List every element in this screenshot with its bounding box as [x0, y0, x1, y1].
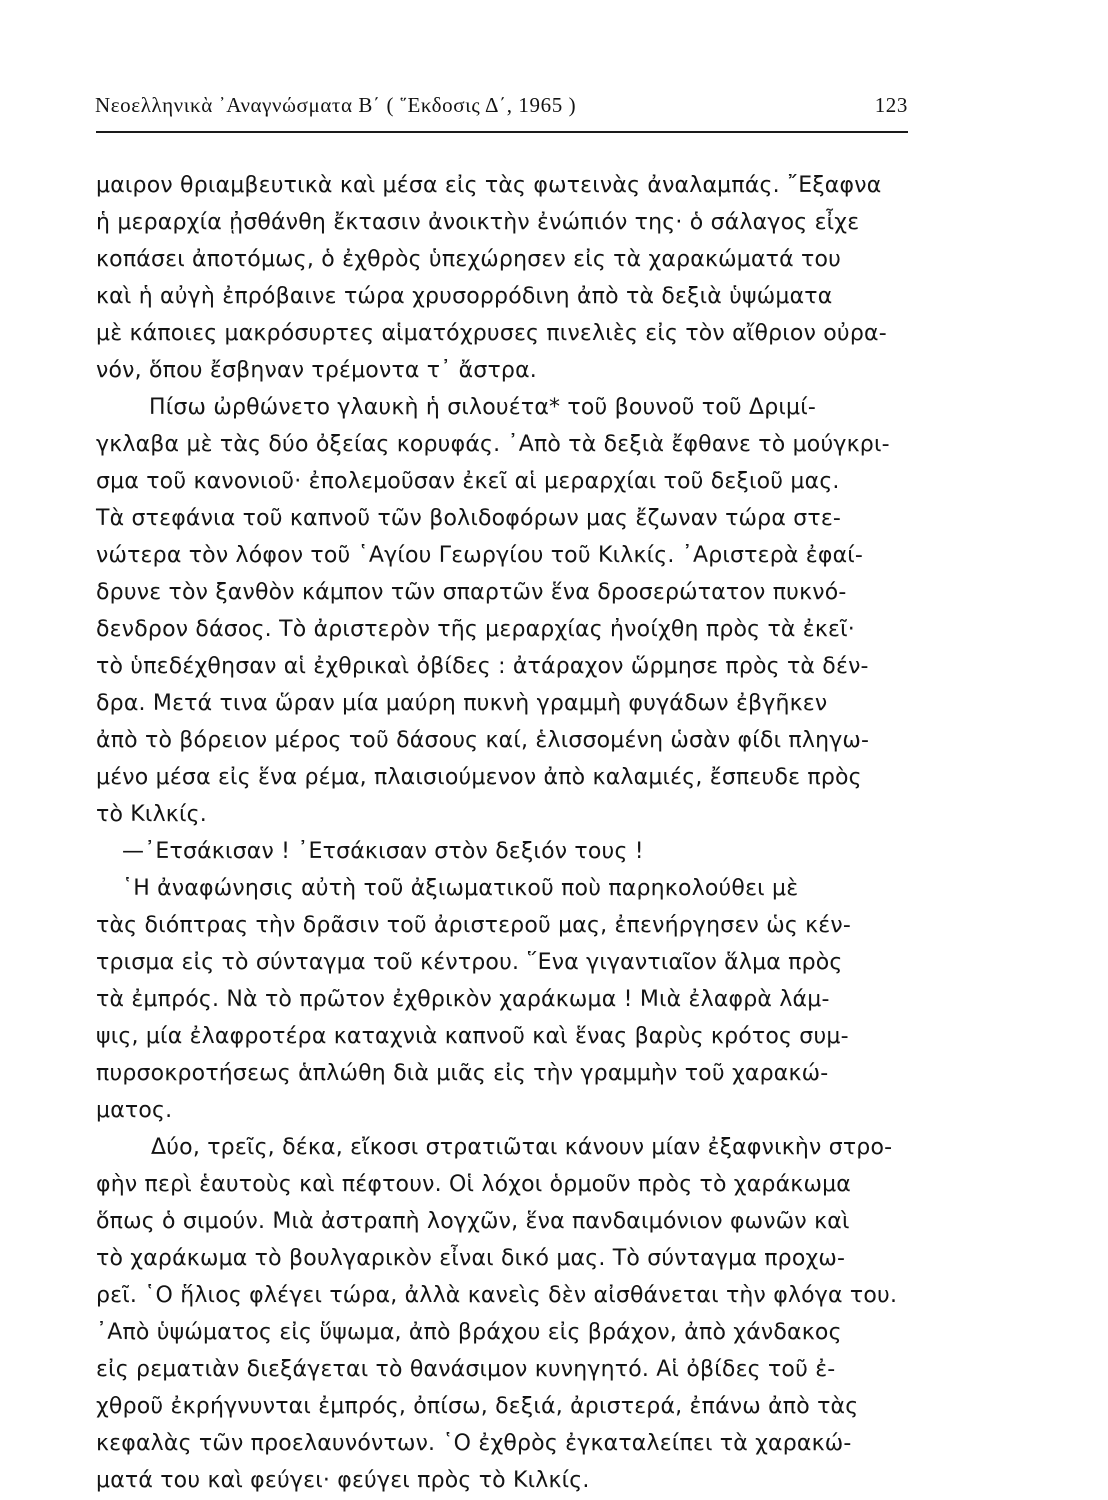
text-line: Δύο, τρεῖς, δέκα, εἴκοσι στρατιῶται κάνουν μίαν ἐξαφνικὴν στρο-	[151, 1135, 893, 1160]
text-line: μαιρον θριαμβευτικὰ καὶ μέσα εἰς τὰς φωτεινὰς ἀναλαμπάς. ῎Εξαφνα	[96, 173, 882, 198]
text-line: ἀπὸ τὸ βόρειον μέρος τοῦ δάσους καί, ἑλισσομένη ὡσὰν φίδι πληγω-	[96, 728, 870, 753]
text-line: δενδρον δάσος. Τὸ ἀριστερὸν τῆς μεραρχίας ἠνοίχθη πρὸς τὰ ἐκεῖ·	[96, 617, 855, 642]
body-text	[96, 167, 916, 1499]
text-line: ἡ μεραρχία ᾐσθάνθη ἔκτασιν ἀνοικτὴν ἐνώπιόν της· ὁ σάλαγος εἶχε	[96, 210, 860, 235]
text-line: τὰ ἐμπρός. Νὰ τὸ πρῶτον ἐχθρικὸν χαράκωμα ! Μιὰ ἐλαφρὰ λάμ-	[96, 987, 830, 1012]
text-line: τὸ χαράκωμα τὸ βουλγαρικὸν εἶναι δικό μας. Τὸ σύνταγμα προχω-	[96, 1246, 846, 1271]
text-line: δρυνε τὸν ξανθὸν κάμπον τῶν σπαρτῶν ἕνα δροσερώτατον πυκνό-	[96, 580, 847, 605]
text-line: νόν, ὅπου ἔσβηναν τρέμοντα τ᾿ ἄστρα.	[96, 358, 537, 383]
text-line: μὲ κάποιες μακρόσυρτες αἱματόχρυσες πινελιὲς εἰς τὸν αἴθριον οὐρα-	[96, 321, 887, 346]
text-line: ῾Η ἀναφώνησις αὐτὴ τοῦ ἀξιωματικοῦ ποὺ παρηκολούθει μὲ	[122, 876, 799, 901]
running-title: Νεοελληνικὰ ᾿Αναγνώσματα Β΄ ( ῞Εκδοσις Δ΄, 1965 )	[95, 93, 577, 117]
text-line: Τὰ στεφάνια τοῦ καπνοῦ τῶν βολιδοφόρων μας ἔζωναν τώρα στε-	[96, 506, 842, 531]
text-line: καὶ ἡ αὐγὴ ἐπρόβαινε τώρα χρυσορρόδινη ἀπὸ τὰ δεξιὰ ὑψώματα	[96, 284, 833, 309]
text-line: γκλαβα μὲ τὰς δύο ὀξείας κορυφάς. ᾿Απὸ τὰ δεξιὰ ἔφθανε τὸ μούγκρι-	[96, 432, 890, 457]
text-line: σμα τοῦ κανονιοῦ· ἐπολεμοῦσαν ἐκεῖ αἱ μεραρχίαι τοῦ δεξιοῦ μας.	[96, 469, 840, 494]
text-line: ματά του καὶ φεύγει· φεύγει πρὸς τὸ Κιλκίς.	[96, 1468, 590, 1493]
header-rule	[96, 131, 908, 133]
text-line: εἰς ρεματιὰν διεξάγεται τὸ θανάσιμον κυνηγητό. Αἱ ὀβίδες τοῦ ἐ-	[96, 1357, 836, 1382]
text-line: πυρσοκροτήσεως ἁπλώθη διὰ μιᾶς εἰς τὴν γραμμὴν τοῦ χαρακώ-	[96, 1061, 829, 1086]
text-line: ᾿Απὸ ὑψώματος εἰς ὕψωμα, ἀπὸ βράχου εἰς βράχον, ἀπὸ χάνδακος	[96, 1320, 842, 1345]
text-line: ματος.	[96, 1098, 173, 1123]
text-line: ὅπως ὁ σιμούν. Μιὰ ἀστραπὴ λογχῶν, ἕνα πανδαιμόνιον φωνῶν καὶ	[96, 1209, 850, 1234]
text-line: τὰς διόπτρας τὴν δρᾶσιν τοῦ ἀριστεροῦ μας, ἐπενήργησεν ὡς κέν-	[96, 913, 852, 938]
text-line: κεφαλὰς τῶν προελαυνόντων. ῾Ο ἐχθρὸς ἐγκαταλείπει τὰ χαρακώ-	[96, 1431, 852, 1456]
text-line: φὴν περὶ ἑαυτοὺς καὶ πέφτουν. Οἱ λόχοι ὁρμοῦν πρὸς τὸ χαράκωμα	[96, 1172, 851, 1197]
text-line: ρεῖ. ῾Ο ἥλιος φλέγει τώρα, ἀλλὰ κανεὶς δὲν αἰσθάνεται τὴν φλόγα του.	[96, 1283, 898, 1308]
text-line: νώτερα τὸν λόφον τοῦ ῾Αγίου Γεωργίου τοῦ Κιλκίς. ᾿Αριστερὰ ἐφαί-	[96, 543, 864, 568]
text-line: τὸ Κιλκίς.	[96, 802, 207, 827]
text-line: ψις, μία ἐλαφροτέρα καταχνιὰ καπνοῦ καὶ ἕνας βαρὺς κρότος συμ-	[96, 1024, 849, 1049]
text-line: κοπάσει ἀποτόμως, ὁ ἐχθρὸς ὑπεχώρησεν εἰς τὰ χαρακώματά του	[96, 247, 842, 272]
text-line: δρα. Μετά τινα ὥραν μία μαύρη πυκνὴ γραμμὴ φυγάδων ἐβγῆκεν	[96, 691, 828, 716]
text-line: τρισμα εἰς τὸ σύνταγμα τοῦ κέντρου. ῞Ενα γιγαντιαῖον ἅλμα πρὸς	[96, 950, 843, 975]
text-line: Πίσω ὠρθώνετο γλαυκὴ ἡ σιλουέτα* τοῦ βουνοῦ τοῦ Δριμί-	[149, 395, 817, 420]
running-header	[95, 93, 908, 127]
page-number: 123	[874, 93, 908, 117]
text-line: χθροῦ ἐκρήγνυνται ἐμπρός, ὀπίσω, δεξιά, ἀριστερά, ἐπάνω ἀπὸ τὰς	[96, 1394, 859, 1419]
text-line: τὸ ὑπεδέχθησαν αἱ ἐχθρικαὶ ὀβίδες : ἀτάραχον ὥρμησε πρὸς τὰ δέν-	[96, 654, 869, 679]
text-line: μένο μέσα εἰς ἕνα ρέμα, πλαισιούμενον ἀπὸ καλαμιές, ἔσπευδε πρὸς	[96, 765, 862, 790]
text-line: —᾿Ετσάκισαν ! ᾿Ετσάκισαν στὸν δεξιόν τους !	[122, 839, 644, 864]
